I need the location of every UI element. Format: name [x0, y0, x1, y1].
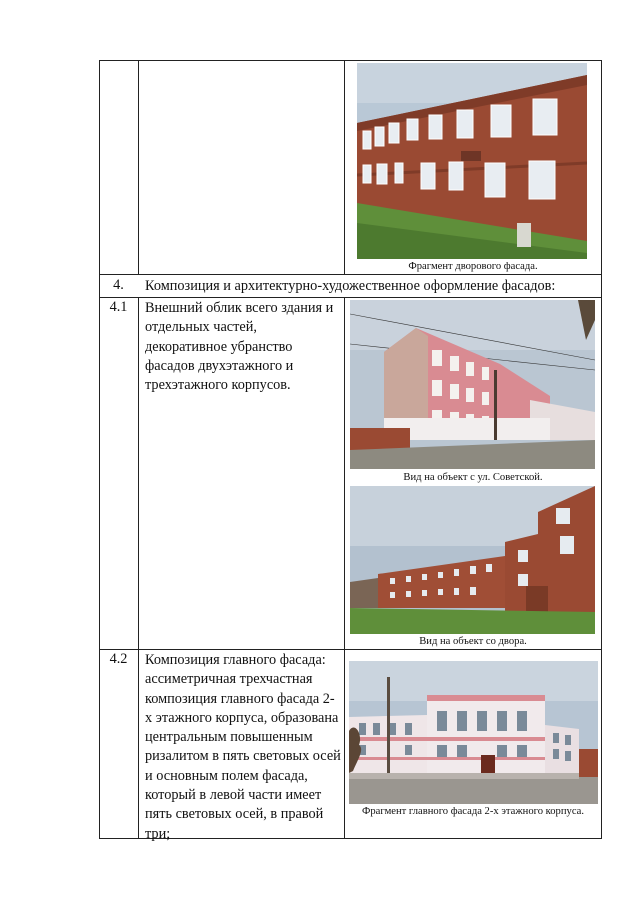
- photo-sovetskaya-street: [350, 300, 595, 469]
- col-divider-2-top: [344, 60, 345, 274]
- table-border-right: [601, 60, 602, 839]
- row-divider-41: [99, 297, 602, 298]
- photo-main-facade: [349, 661, 598, 804]
- row-4-title: Композиция и архитектурно-художественное оформление фасадов:: [145, 278, 556, 294]
- table-border-left: [99, 60, 100, 839]
- col-divider-1-bottom: [138, 297, 139, 838]
- col-divider-1-top: [138, 60, 139, 274]
- col-divider-2-bottom: [344, 297, 345, 838]
- caption-courtyard: Вид на объект со двора.: [419, 636, 527, 647]
- row-number-4-1: 4.1: [109, 299, 128, 315]
- row-4-1-description: Внешний облик всего здания и отдельных частей, декоративное убранство фасадов двухэтажного и трехэтажного корпусов.: [145, 300, 334, 394]
- photo-yard-facade: [357, 63, 587, 259]
- photo-courtyard: [350, 486, 595, 634]
- table-border-top: [99, 60, 602, 61]
- caption-sovetskaya-street: Вид на объект с ул. Советской.: [403, 472, 543, 483]
- row-number-4: 4.: [113, 277, 124, 293]
- row-4-2-description: Композиция главного фасада: ассиметричная трехчастная композиция главного фасада 2-х этажного корпуса, образована центральным повышенным ризалитом в пять световых осей и основным полем фасада, который в левой части имеет пять световых осей, в правой три;: [145, 652, 341, 842]
- row-divider-42: [99, 649, 602, 650]
- row-number-4-2: 4.2: [109, 651, 128, 667]
- caption-main-facade: Фрагмент главного фасада 2-х этажного корпуса.: [362, 806, 584, 817]
- row-divider-4: [99, 274, 602, 275]
- caption-yard-facade: Фрагмент дворового фасада.: [408, 261, 538, 272]
